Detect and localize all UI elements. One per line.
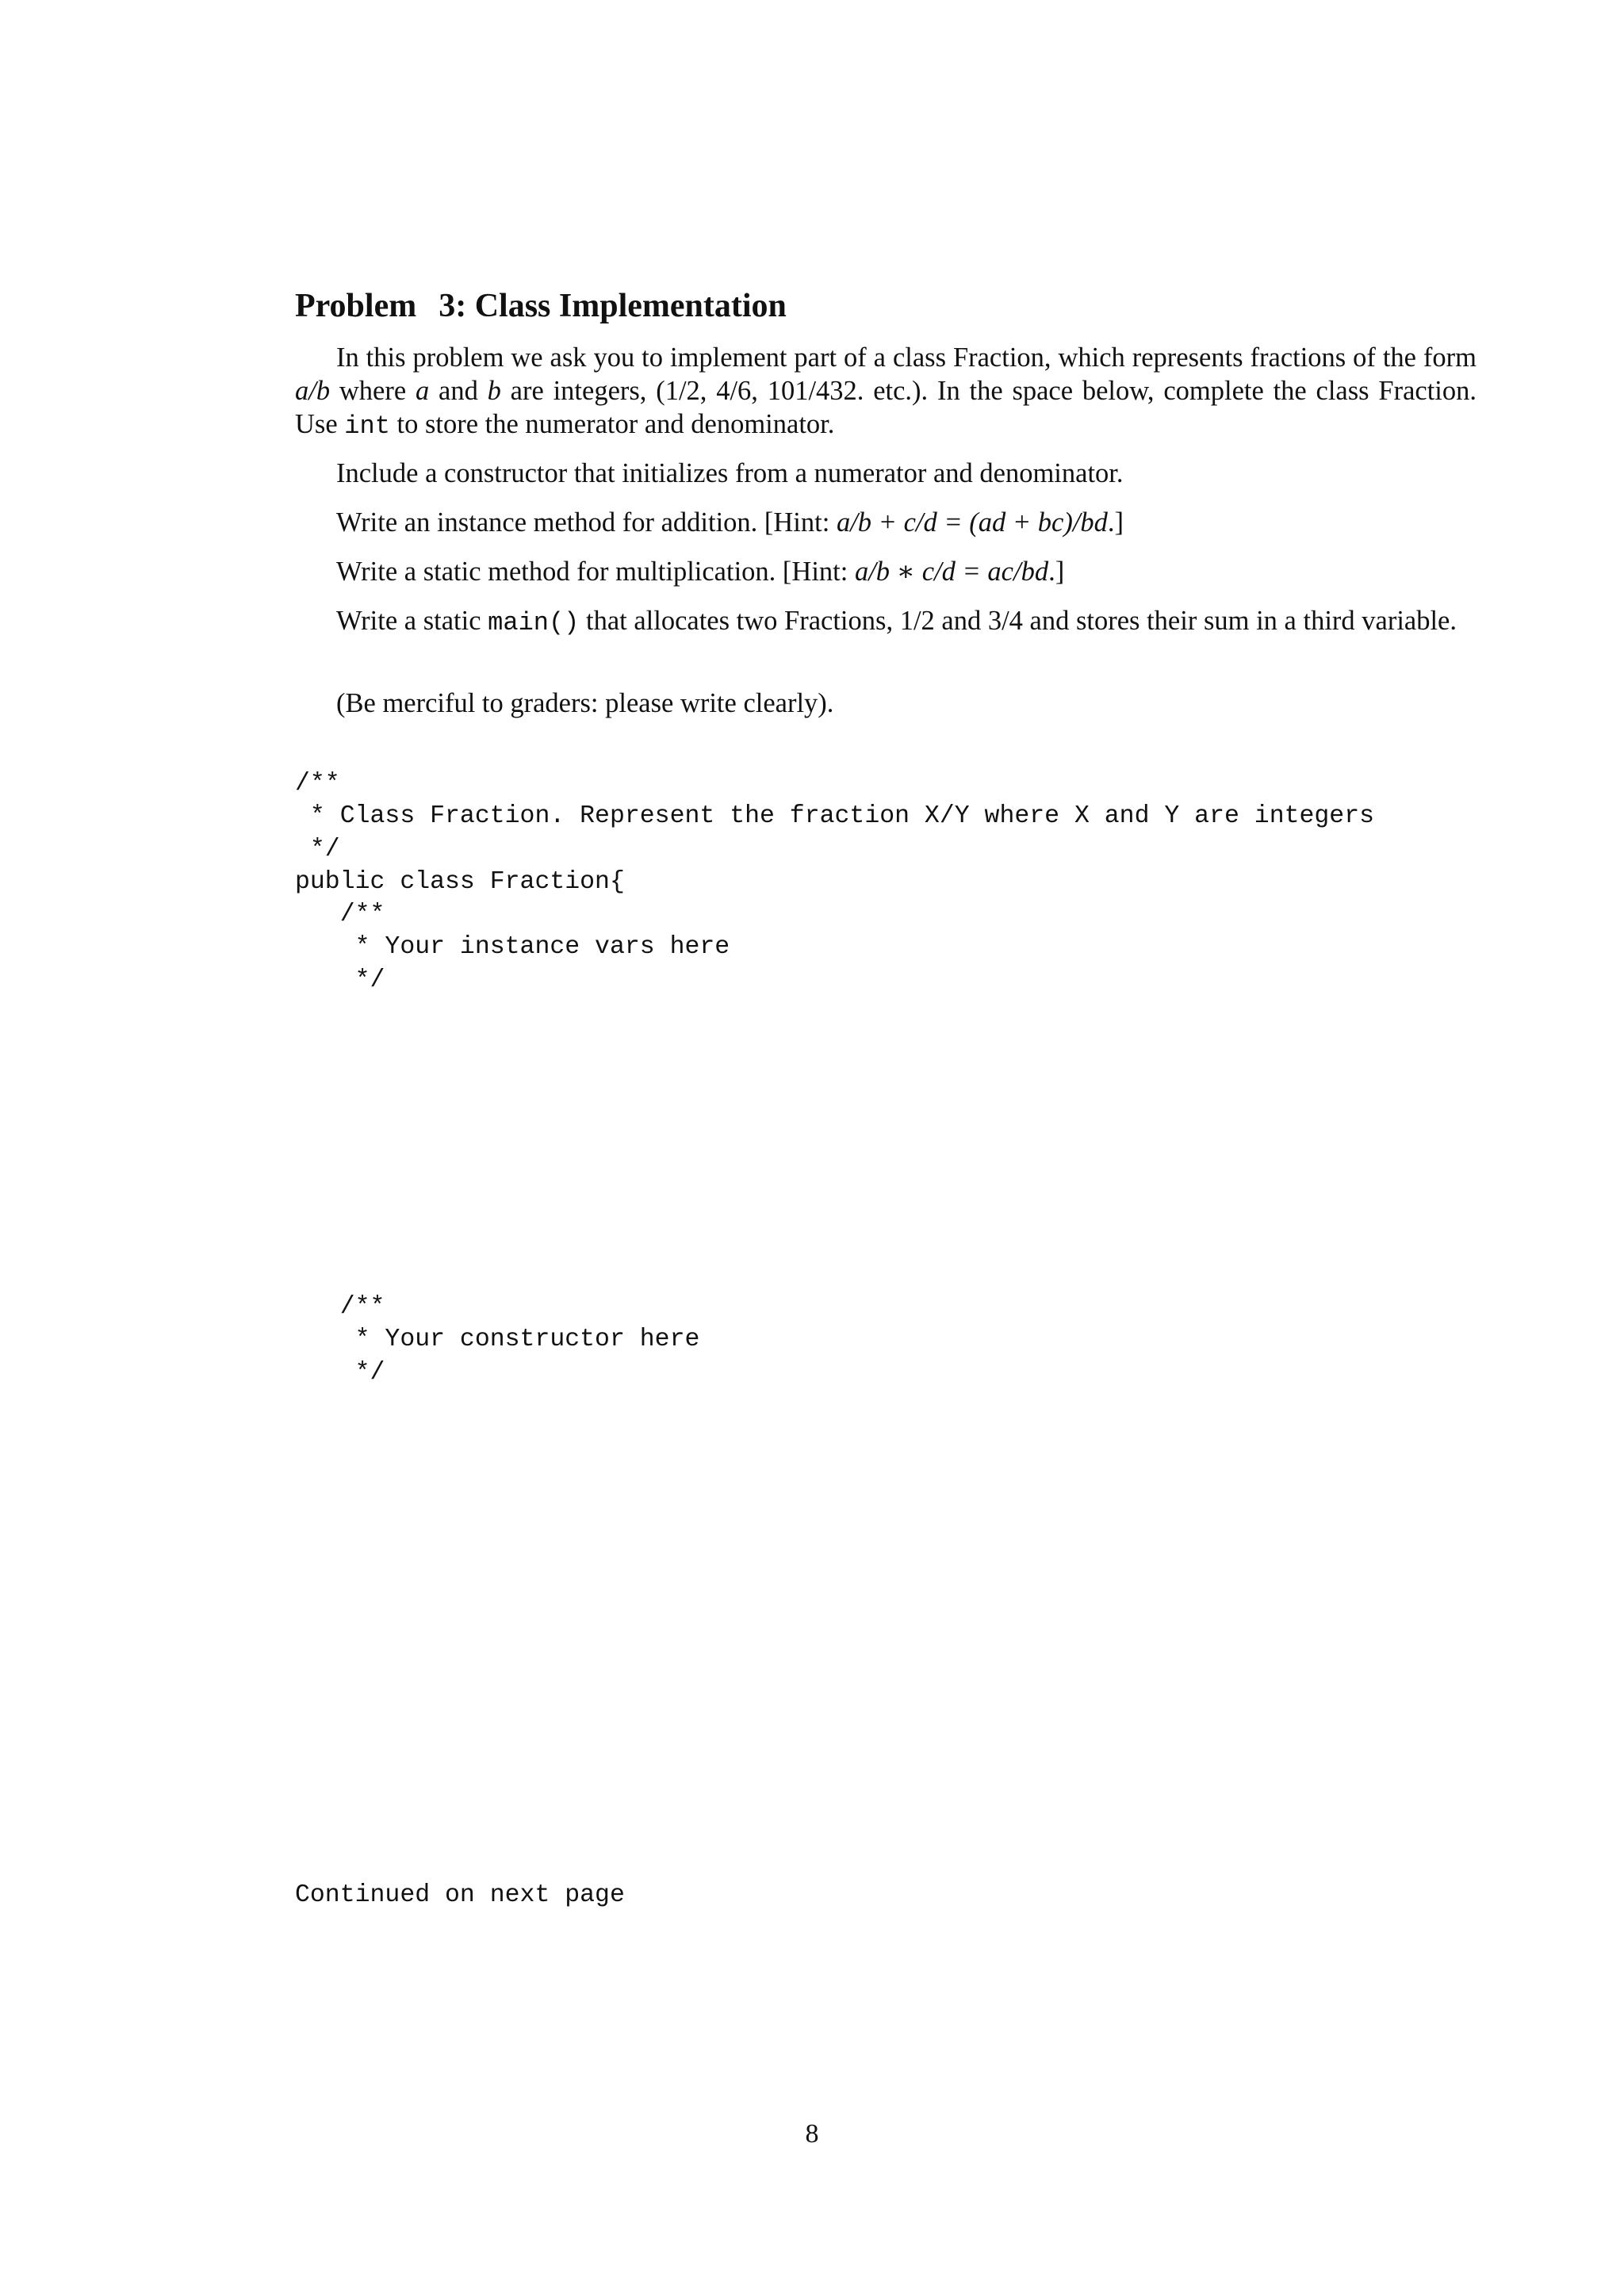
inline-code-int: int	[344, 411, 390, 441]
problem-label: Problem	[295, 288, 417, 324]
main-requirement: Write a static main() that allocates two Fractions, 1/2 and 3/4 and stores their sum in a third variable.	[336, 606, 1457, 637]
constructor-requirement: Include a constructor that initializes from a numerator and denominator.	[336, 458, 1124, 488]
intro-paragraph: In this problem we ask you to implement part of a class Fraction, which represents fractions of the form a/b where a and b are integers, (1/2, 4/6, 101/432. etc.). In the space below, complete the class Fraction. Use int to store the numerator and denominator.	[295, 342, 1477, 441]
code-class-header: /** * Class Fraction. Represent the fraction X/Y where X and Y are integers */ public class Fraction{ /** * Your instance vars here */	[295, 770, 1375, 994]
problem-number-title: 3: Class Implementation	[439, 288, 787, 324]
grader-note: (Be merciful to graders: please write clearly).	[336, 688, 834, 718]
addition-requirement: Write an instance method for addition. [Hint: a/b + c/d = (ad + bc)/bd.]	[336, 507, 1124, 538]
multiplication-requirement: Write a static method for multiplication. [Hint: a/b ∗ c/d = ac/bd.]	[336, 557, 1065, 587]
inline-code-main: main()	[488, 608, 580, 637]
page-number: 8	[805, 2119, 819, 2149]
multiplication-formula: a/b ∗ c/d = ac/bd	[854, 557, 1049, 587]
problem-title	[295, 284, 787, 328]
code-constructor-comment: /** * Your constructor here */	[339, 1293, 700, 1387]
continued-note: Continued on next page	[295, 1881, 625, 1909]
addition-formula: a/b + c/d = (ad + bc)/bd	[836, 507, 1108, 538]
